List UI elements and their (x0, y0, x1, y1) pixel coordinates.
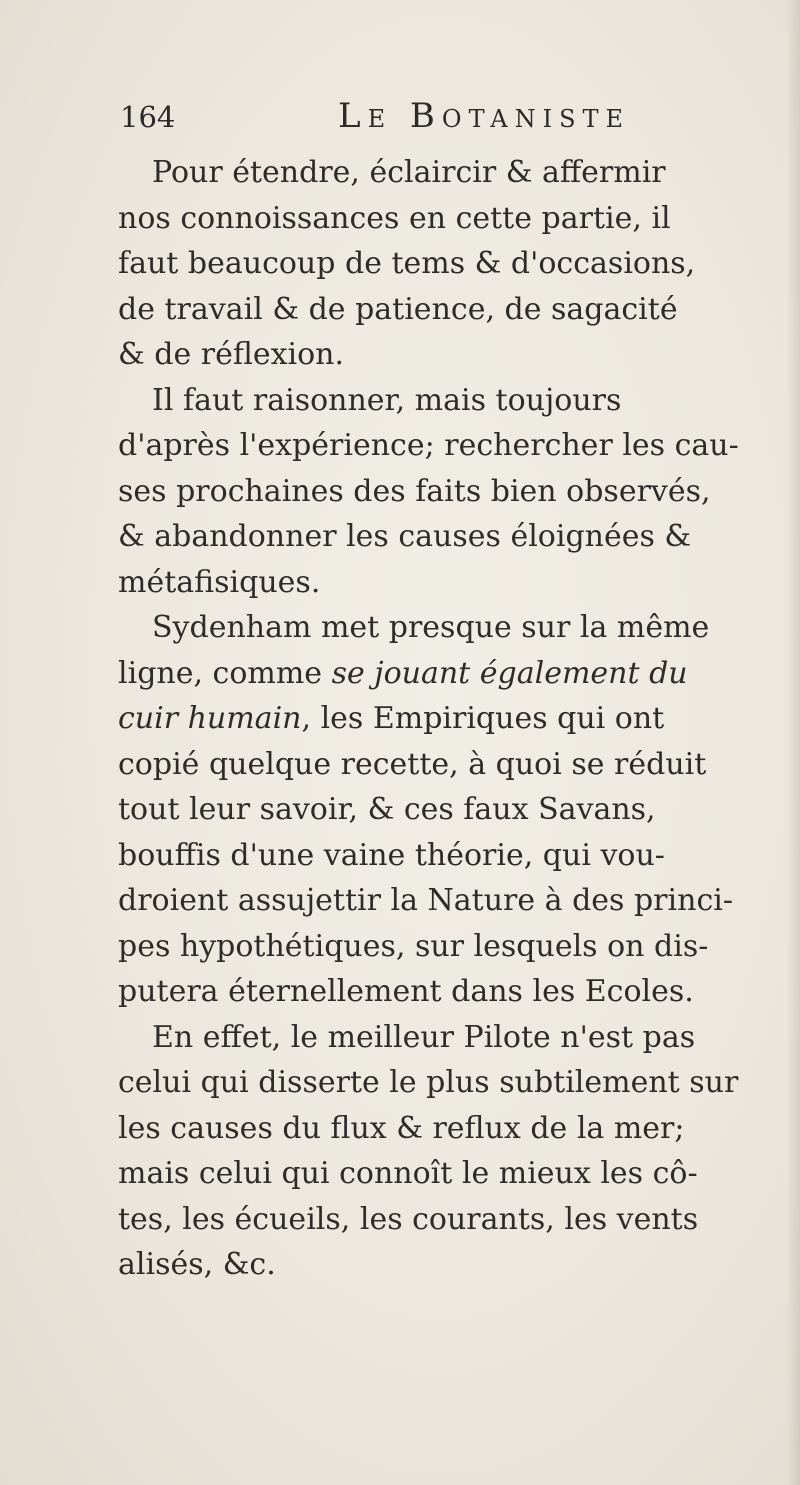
text-segment: bouffis d'une vaine théorie, qui vou- (118, 837, 665, 873)
text-segment: tes, les écueils, les courants, les vents (118, 1201, 699, 1237)
text-line (118, 560, 798, 606)
text-segment: métafisiques. (118, 564, 321, 600)
text-segment: d'après l'expérience; rechercher les cau- (118, 428, 739, 463)
italic-text: se jouant également du (331, 655, 688, 691)
text-line (118, 605, 798, 651)
text-line (118, 787, 798, 833)
text-segment: En effet, le meilleur Pilote n'est pas (152, 1019, 696, 1055)
text-segment: de travail & de patience, de sagacité (118, 291, 678, 327)
text-segment: les causes du flux & reflux de la mer; (118, 1110, 685, 1146)
text-segment: tout leur savoir, & ces faux Savans, (118, 792, 656, 827)
text-segment: mais celui qui connoît le mieux les cô- (118, 1156, 698, 1191)
text-segment: ses prochaines des faits bien observés, (118, 473, 711, 509)
text-line (118, 1106, 798, 1152)
text-segment: celui qui disserte le plus subtilement sur (118, 1065, 739, 1100)
text-segment: Pour étendre, éclaircir & affermir (152, 155, 666, 190)
text-segment: droient assujettir la Nature à des princi- (118, 883, 733, 918)
text-line (118, 969, 798, 1015)
text-line (118, 332, 798, 378)
text-segment: Il faut raisonner, mais toujours (152, 382, 622, 418)
text-line (118, 150, 798, 196)
text-line (118, 878, 798, 924)
text-segment: & abandonner les causes éloignées & (118, 519, 692, 554)
page-number: 164 (120, 100, 176, 134)
text-line (118, 287, 798, 333)
text-line (118, 696, 798, 742)
text-line (118, 1151, 798, 1197)
text-line (118, 514, 798, 560)
italic-text: cuir humain (118, 701, 302, 736)
text-segment: putera éternellement dans les Ecoles. (118, 974, 694, 1009)
text-line (118, 241, 798, 287)
page-header (120, 96, 780, 146)
text-segment: pes hypothétiques, sur lesquels on dis- (118, 928, 709, 964)
text-line (118, 833, 798, 879)
running-title: Le Botaniste (338, 96, 631, 136)
text-segment: faut beaucoup de tems & d'occasions, (118, 246, 696, 281)
text-line (118, 651, 798, 697)
text-line (118, 196, 798, 242)
text-line (118, 742, 798, 788)
text-segment: ligne, comme (118, 655, 332, 691)
text-line (118, 924, 798, 970)
text-segment: & de réflexion. (118, 337, 345, 372)
text-line (118, 378, 798, 424)
text-line (118, 1197, 798, 1243)
text-segment: nos connoissances en cette partie, il (118, 200, 671, 236)
text-line (118, 469, 798, 515)
text-line (118, 1242, 798, 1288)
text-segment: Sydenham met presque sur la même (152, 610, 710, 645)
text-line (118, 1060, 798, 1106)
text-segment: alisés, &c. (118, 1247, 276, 1282)
text-line (118, 1015, 798, 1061)
text-segment: , les Empiriques qui ont (301, 701, 665, 736)
text-segment: copié quelque recette, à quoi se réduit (118, 746, 707, 782)
text-line (118, 423, 798, 469)
body-text (118, 150, 798, 1288)
